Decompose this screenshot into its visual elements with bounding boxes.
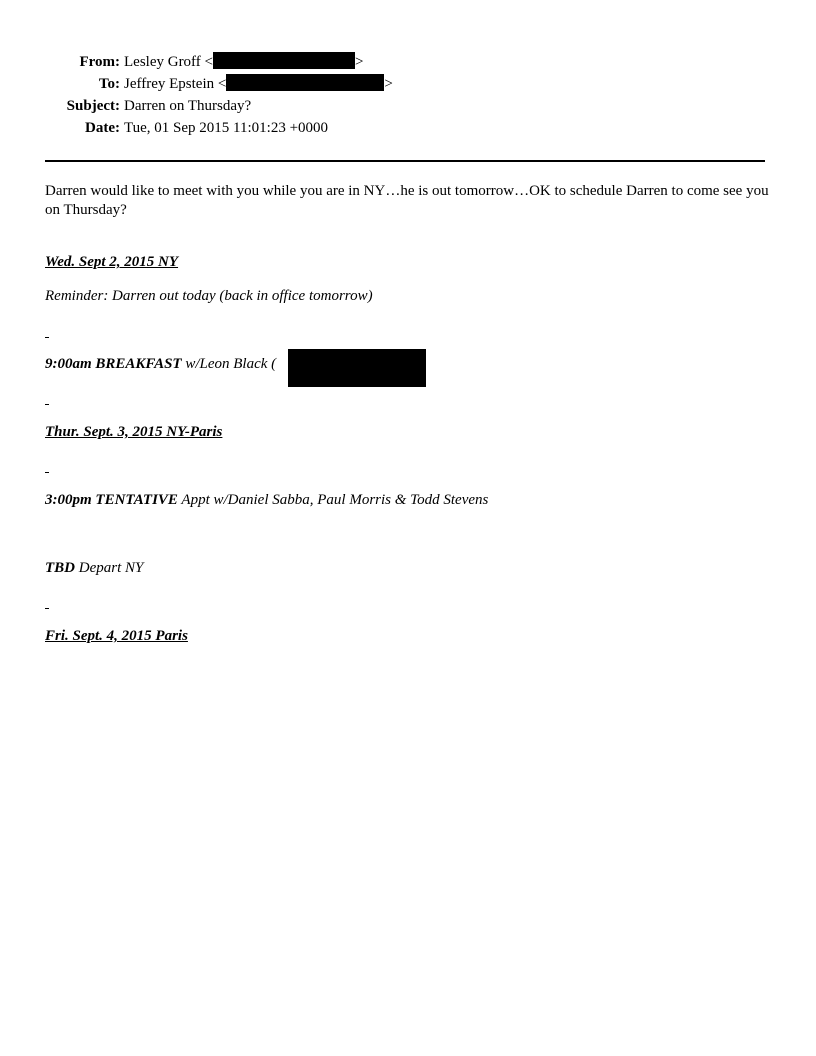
schedule-item-depart — [45, 558, 143, 578]
from-name: Lesley Groff < — [124, 54, 213, 70]
redacted-email-from — [213, 52, 355, 69]
date-row — [0, 118, 816, 138]
to-value — [124, 74, 393, 94]
spacer-mark — [45, 472, 49, 473]
to-label: To: — [98, 76, 120, 92]
to-row — [0, 74, 816, 94]
schedule-item-text: w/Leon Black ( — [181, 356, 277, 372]
schedule-item-tentative — [45, 490, 488, 510]
date-value: Tue, 01 Sep 2015 11:01:23 +0000 — [124, 120, 329, 136]
from-row — [0, 52, 816, 72]
subject-row — [0, 96, 816, 116]
schedule-item-time: 9:00am BREAKFAST — [45, 356, 182, 372]
spacer-mark — [45, 337, 49, 338]
subject-label: Subject: — [66, 98, 120, 114]
subject-value: Darren on Thursday? — [124, 98, 252, 114]
from-close-bracket: > — [355, 54, 364, 70]
schedule-item-time: TBD — [45, 560, 75, 576]
schedule-item-time: 3:00pm TENTATIVE — [45, 492, 178, 508]
redaction-block — [288, 349, 426, 387]
schedule-reminder: Reminder: Darren out today (back in office tomorrow) — [45, 288, 373, 304]
schedule-item-breakfast — [45, 354, 276, 374]
date-label: Date: — [85, 120, 120, 136]
spacer-mark — [45, 404, 49, 405]
to-name: Jeffrey Epstein < — [124, 76, 227, 92]
from-label: From: — [79, 54, 120, 70]
header-divider — [45, 160, 765, 162]
from-value — [124, 52, 363, 72]
schedule-day-heading-wed: Wed. Sept 2, 2015 NY — [45, 254, 179, 270]
message-body: Darren would like to meet with you while you are in NY…he is out tomorrow…OK to schedule Darren to come see you on Thursday? — [45, 183, 769, 218]
schedule-item-text: Depart NY — [75, 560, 144, 576]
schedule-day-heading-fri: Fri. Sept. 4, 2015 Paris — [45, 628, 188, 644]
schedule-day-heading-thu: Thur. Sept. 3, 2015 NY-Paris — [45, 424, 223, 440]
spacer-mark — [45, 608, 49, 609]
schedule-item-text: Appt w/Daniel Sabba, Paul Morris & Todd Stevens — [177, 492, 489, 508]
redacted-email-to — [226, 74, 384, 91]
to-close-bracket: > — [384, 76, 393, 92]
